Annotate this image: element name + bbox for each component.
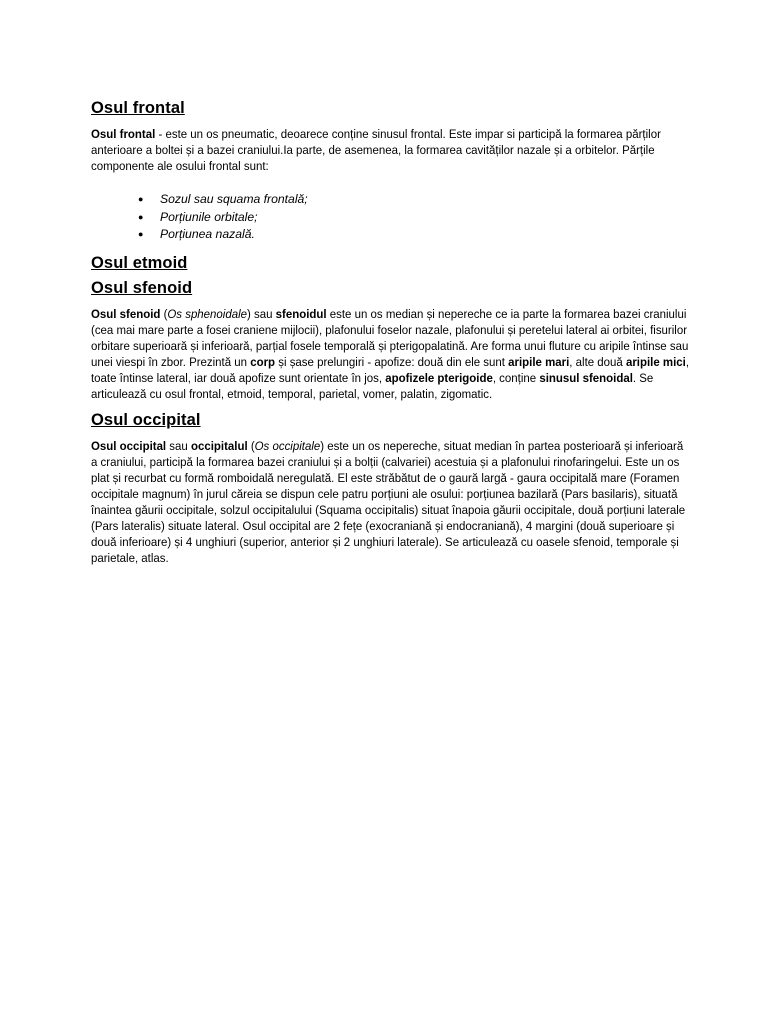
document-content [91, 98, 691, 566]
bold-term: Osul frontal [91, 127, 156, 141]
paragraph-frontal: Osul frontal - este un os pneumatic, deoarece conține sinusul frontal. Este impar si participă la formarea părților anterioare a boltei și a bazei craniului.Ia parte, de asemenea, la formarea cavităților nazale și a orbitelor. Părțile componente ale osului frontal sunt: [91, 127, 661, 173]
paragraph-sfenoid: Osul sfenoid (Os sphenoidale) sau sfenoidul este un os median și nepereche ce ia parte la formarea bazei craniului (cea mai mare parte a fosei craniene mijlocii), plafonului foselor nazale, plafonului și peretelui lateral ai orbitei, fisurilor orbitare superioară și inferioară, parțial fosele temporală și pterigopalatină. Are forma unui fluture cu aripile întinse sau unei viespi în zbor. Prezintă un corp și șase prelungiri - apofize: două din ele sunt aripile mari, alte două aripile mici, toate întinse lateral, iar două apofize sunt orientate în jos, apofizele pterigoide, conține sinusul sfenoidal. Se articulează cu osul frontal, etmoid, temporal, parietal, vomer, palatin, zigomatic. [91, 306, 690, 401]
heading-osul-frontal: Osul frontal [91, 99, 185, 117]
frontal-parts-list [91, 191, 691, 244]
bullet-icon: ● [138, 229, 144, 239]
heading-osul-occipital: Osul occipital [91, 410, 201, 429]
paragraph-occipital: Osul occipital sau occipitalul (Os occipitale) este un os nepereche, situat median în partea posterioară și inferioară a craniului, participă la formarea bazei craniului și a bolții (calvariei) acestuia și a plafonului rinofaringelui. Este un os plat și recurbat cu formă romboidală neregulată. El este străbătut de o gaură largă - gaura occipitală mare (Foramen occipitale magnum) în jurul căreia se dispun cele patru porțiuni ale osului: porțiunea bazilară (Pars basilaris), situată înaintea găurii occipitale, solzul occipitalului (Squama occipitalis) situat înapoia găurii occipitale, două porțiuni laterale (Pars lateralis) situate lateral. Osul occipital are 2 fețe (exocraniană și endocraniană), 4 margini (două superioare și două inferioare) și 4 unghiuri (superior, anterior și 2 unghiuri laterale). Se articulează cu oasele sfenoid, temporale și parietale, atlas. [91, 438, 686, 565]
heading-osul-etmoid: Osul etmoid [91, 253, 188, 272]
bullet-icon: ● [138, 194, 144, 204]
list-item: ● Porțiunea nazală. [91, 226, 691, 244]
list-item: ● Porțiunile orbitale; [91, 209, 691, 227]
bullet-icon: ● [138, 211, 144, 222]
list-item: ● Sozul sau squama frontală; [91, 191, 691, 209]
heading-osul-sfenoid: Osul sfenoid [91, 278, 193, 297]
